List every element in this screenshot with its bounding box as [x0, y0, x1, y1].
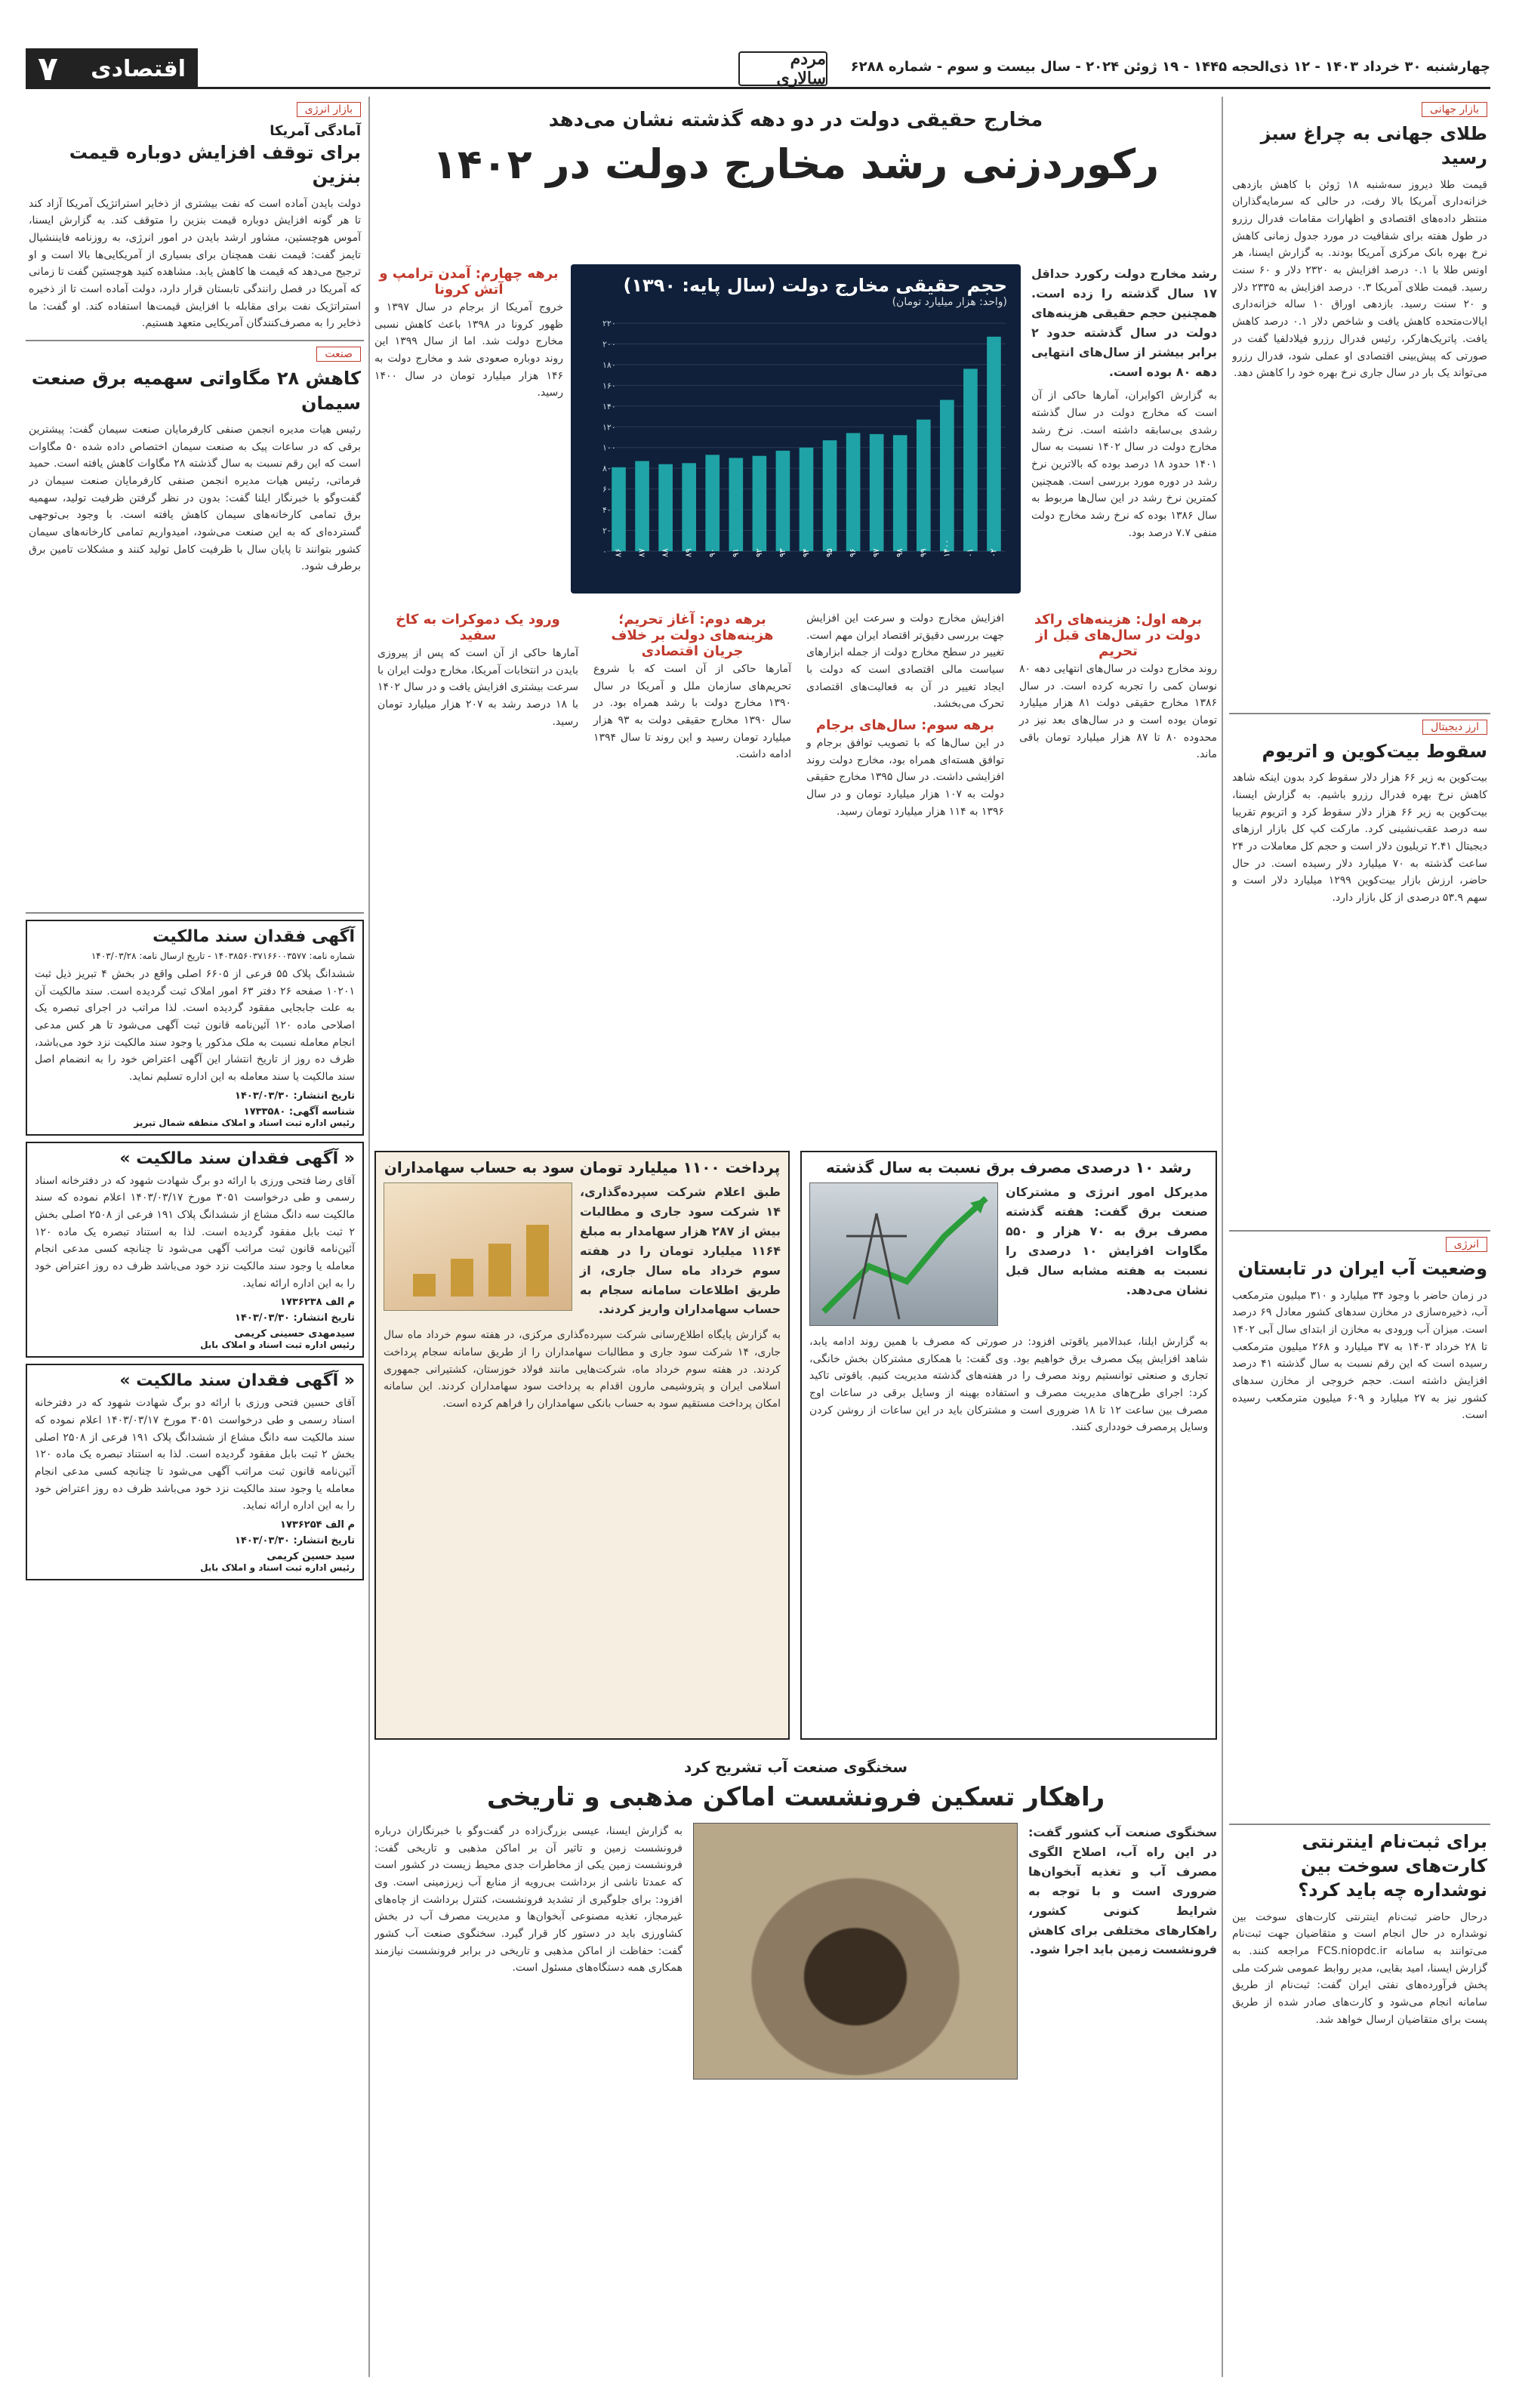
cement-article	[26, 341, 364, 914]
notice-id: م الف ۱۷۳۶۲۵۴	[280, 1519, 355, 1531]
section-tag: صنعت	[316, 347, 361, 362]
sinkhole-photo	[693, 1823, 1018, 2080]
article-body: دولت بایدن آماده است که نفت بیشتری از ذخایر استراتژیک آمریکا آزاد کند تا هر گونه افزایش دوباره قیمت بنزین را متوقف کند. به گزارش ایسنا، آموس هوچستین، مشاور ارشد بایدن در امور انرژی، به روزنامه فایننشیال تایمز گفت: قیمت نفت همچنان برای بسیاری از آمریکایی‌ها بالا است و او ترجیح می‌دهد که قیمت ها کاهش یابد. مشاهده کنید هوچستین گفت تا زمانی که آمریکا در فصل رانندگی تابستان قرار دارد، دولت آماده است تا از ذخیره استراتژیک نفت برای مقابله با افزایش قیمت‌ها استفاده کند. او گفت: ما ذخایر را به مصرف‌کنندگان آمریکایی متعهد هستیم.	[29, 197, 361, 330]
chart-title: حجم حقیقی مخارج دولت (سال پایه: ۱۳۹۰)	[623, 275, 1007, 296]
notice-title: « آگهی فقدان سند مالکیت »	[119, 1371, 355, 1391]
x-tick-label: ۸۸	[660, 548, 670, 557]
gasoline-article	[26, 97, 364, 341]
legal-notice-2	[26, 1142, 364, 1358]
chart-bar	[682, 463, 696, 551]
water-article	[1229, 1232, 1490, 1824]
article-headline: راهکار تسکین فرونشست اماکن مذهبی و تاریخی	[486, 1782, 1105, 1812]
chart-bar	[658, 464, 673, 551]
chart-bar	[612, 467, 626, 551]
middle-column	[374, 97, 1217, 2377]
y-tick-label: ۴۰	[602, 505, 612, 516]
chart-bar	[729, 458, 744, 551]
section-tag: ارز دیجیتال	[1422, 720, 1487, 735]
electricity-box	[800, 1151, 1217, 1740]
column-rule-right	[1222, 97, 1223, 2377]
article-body: رئیس هیات مدیره انجمن صنفی کارفرمایان صنعت سیمان گفت: پیشترین برقی که در ساعات پیک به صنعت سیمان اختصاص داده شده ۵۰ مگاوات است که این رقم نسبت به سال گذشته ۲۸ مگاوات کاهش یافته است. حمید فرماتی، رئیس هیات مدیره انجمن صنفی کارفرمایان صنعت سیمان در گفت‌وگو با خبرنگار ایلنا گفت: بدون در نظر گرفتن ظرفیت تولید، سهمیه برق تمامی کارخانه‌های سیمان کاهش یافته است. با وجود بی‌توجهی گسترده‌ای که به این صنعت می‌شود، امیدواریم تمامی کارخانه‌های سیمان کشور بتوانند تا پایان سال با ظرفیت کامل تولید کنند و مشکلات تامین برق برطرف شود.	[29, 423, 361, 573]
x-tick-label: ۹۶	[848, 548, 858, 557]
x-tick-label: ۰۱	[965, 548, 975, 557]
lead-body: در این سال‌ها که با تصویب توافق برجام و توافق هسته‌ای همراه بود، مخارج دولت روند افزایشی داشت. در سال ۱۳۹۵ مخارج حقیقی دولت به ۱۰۷ هزار میلیارد تومان و در سال ۱۳۹۶ به ۱۱۴ هزار میلیارد تومان رسید.	[806, 737, 1005, 818]
lead-col-2	[806, 610, 1004, 1139]
page-number-box	[26, 48, 198, 89]
subheading: برهه دوم: آغاز تحریم؛ هزینه‌های دولت بر خلاف جریان اقتصادی	[611, 612, 774, 659]
legal-notice-3	[26, 1364, 364, 1580]
y-tick-label: ۲۲۰	[602, 319, 616, 328]
notice-title: « آگهی فقدان سند مالکیت »	[119, 1149, 355, 1168]
y-tick-label: ۰	[602, 547, 607, 557]
chart-bar	[800, 448, 814, 551]
box-body: به گزارش ایلنا، عبدالامیر یاقوتی افزود: در صورتی که مصرف با همین روند ادامه یابد، شاهد افزایش پیک مصرف برق خواهیم بود. وی گفت: با همکاری مشترکان بخش خانگی، تجاری و صنعتی توانستیم روند مصرف را در هفته‌های گذشته مدیریت کنیم. یاقوتی تاکید کرد: اجرای طرح‌های مدیریت مصرف و استفاده بهینه از وسایل برقی در ساعات اوج مصرف بین ساعت ۱۲ تا ۱۸ ضروری است و مشترکان باید در این ساعات از روشن کردن وسایل پرمصرف خودداری کنند.	[809, 1336, 1209, 1434]
chart-bar	[823, 440, 837, 551]
chart-bar	[635, 461, 649, 551]
coin-stack-icon	[383, 1183, 572, 1312]
left-column	[26, 97, 364, 2377]
notice-office: رئیس اداره ثبت اسناد و املاک بابل	[200, 1340, 355, 1351]
article-body: بیت‌کوین به زیر ۶۶ هزار دلار سقوط کرد بدون اینکه شاهد کاهش نرخ بهره فدرال رزرو باشیم. به گزارش ایسنا، بیت‌کوین به زیر ۶۶ هزار دلار سقوط کرد و اتریوم تقریبا سه درصد عقب‌نشینی کرد. مارکت کپ کل بازار ارزهای دیجیتال ۲.۴۱ تریلیون دلار است و حجم کل معاملات در ۲۴ ساعت گذشته به ۷۰ میلیارد دلار رسیده است. در حال حاضر، ارزش بازار بیت‌کوین ۱۲۹۹ میلیارد دلار است و سهم ۵۳.۹ درصدی از کل بازار دارد.	[1232, 772, 1487, 904]
notice-office: رئیس اداره ثبت اسناد و املاک منطقه شمال تبریز	[134, 1117, 355, 1128]
chart-bar	[893, 435, 907, 551]
chart-bar	[846, 433, 861, 551]
lead-body: افزایش مخارج دولت و سرعت این افزایش جهت بررسی دقیق‌تر اقتصاد ایران مهم است. تغییر در سطح مخارج دولت از جمله ابزارهای سیاست مالی اقتصادی است که دولت با ایجاد تغییر در آن به فعالیت‌های اقتصادی تحرک می‌بخشد.	[806, 612, 1004, 711]
fuel-card-article	[1229, 1825, 1490, 2036]
x-tick-label: ۹۲	[753, 548, 764, 557]
x-tick-label: ۹۱	[730, 548, 741, 557]
x-tick-label: ۸۹	[683, 548, 694, 557]
y-tick-label: ۸۰	[602, 464, 612, 474]
box-body: به گزارش پایگاه اطلاع‌رسانی شرکت سپرده‌گذاری مرکزی، در هفته سوم خرداد ماه سال جاری، ۱۴ شرکت سود جاری و مطالبات سهامداران را از طریق سامانه سجام پرداخت کردند. در هفته سوم خرداد ماه، شرکت‌هایی مانند فولاد خوزستان، کشتیرانی جمهوری اسلامی ایران و پتروشیمی مارون اقدام به پرداخت سود سهامداران کردند. این سامانه امکان پرداخت مستقیم سود به حساب بانکی سهامداران را فراهم کرده است.	[384, 1329, 781, 1411]
article-headline: وضعیت آب ایران در تابستان	[1237, 1258, 1487, 1280]
subheading: ورود یک دموکرات به کاخ سفید	[396, 612, 560, 643]
y-tick-label: ۲۰	[602, 526, 612, 536]
government-spending-chart	[571, 264, 1021, 594]
box-intro: طبق اعلام شرکت سپرده‌گذاری، ۱۴ شرکت سود جاری و مطالبات بیش از ۲۸۷ هزار سهامدار به مبلغ ۱۱۶۴ میلیارد تومان را در هفته سوم خرداد ماه سال جاری، از طریق اطلاعات سامانه سجام به حساب سهامداران واریز کردند.	[580, 1185, 781, 1317]
lead-body: به گزارش اکوایران، آمارها حاکی از آن است که مخارج دولت در سال گذشته رشدی بی‌سابقه داشته است. نرخ رشد مخارج دولت در سال ۱۴۰۲ نسبت به سال ۱۴۰۱ حدود ۱۸ درصد بوده که بالاترین نرخ رشد در دوره مورد بررسی است. همچنین کمترین نرخ رشد در این سال‌ها مربوط به سال ۱۳۸۶ بوده که نرخ رشد مخارج دولت منفی ۷.۷ درصد بود.	[1031, 390, 1217, 539]
lead-col-4	[377, 610, 578, 1139]
article-kicker: سخنگوی صنعت آب تشریح کرد	[683, 1758, 908, 1776]
x-tick-label: ۹۷	[871, 548, 882, 557]
chart-bar	[705, 455, 719, 551]
article-intro: سخنگوی صنعت آب کشور گفت: در این راه آب، اصلاح الگوی مصرف آب و تغذیه آبخوان‌ها ضروری است و با توجه به شرایط کنونی کشور، راهکارهای مختلفی برای کاهش فرونشست زمین باید اجرا شود.	[1028, 1825, 1217, 1957]
column-rule-left	[368, 97, 370, 2377]
subheading: برهه اول: هزینه‌های راکد دولت در سال‌های قبل از تحریم	[1034, 612, 1203, 659]
news-boxes	[374, 1151, 1217, 1740]
section-name: اقتصادی	[91, 55, 186, 82]
y-tick-label: ۱۸۰	[602, 359, 616, 370]
lead-body: آمارها حاکی از آن است که با شروع تحریم‌های سازمان ملل و آمریکا در سال ۱۳۹۰ مخارج دولت با رشد همراه بود. در سال ۱۳۹۰ مخارج حقیقی دولت به ۹۳ هزار میلیارد تومان رسید و این روند تا سال ۱۳۹۴ ادامه داشت.	[593, 663, 791, 761]
lead-kicker: مخارج حقیقی دولت در دو دهه گذشته نشان می‌دهد	[548, 109, 1043, 131]
chart-unit: (واحد: هزار میلیارد تومان)	[892, 296, 1007, 308]
chart-bar	[776, 451, 790, 551]
subheading: برهه چهارم: آمدن ترامپ و آتش کرونا	[379, 266, 559, 298]
x-tick-label: ۸۷	[636, 548, 647, 557]
bitcoin-article	[1229, 714, 1490, 1232]
x-tick-label: ۹۴	[801, 548, 811, 557]
notice-body: ششدانگ پلاک ۵۵ فرعی از ۶۶۰۵ اصلی واقع در بخش ۴ تبریز ذیل ثبت ۱۰۲۰۱ صفحه ۲۶ دفتر ۶۳ امور املاک ثبت گردیده است. سند مالکیت آن به علت جابجایی مفقود گردیده است. لذا مراتب در اجرای تبصره یک اصلاحی ماده ۱۲۰ آئین‌نامه قانون ثبت آگهی می‌شود تا هر کس مدعی انجام معامله نسبت به ملک مذکور یا وجود سند مالکیت نزد خود می‌باشد، ظرف ده روز از تاریخ انتشار این آگهی اعتراض خود را به انضمام اصل سند مالکیت یا سند معامله به این اداره تسلیم نماید.	[35, 967, 355, 1083]
x-tick-label: ۹۸	[895, 548, 905, 557]
y-tick-label: ۱۲۰	[602, 422, 616, 433]
bar-chart-svg	[580, 317, 1012, 581]
article-headline: طلای جهانی به چراغ سبز رسید	[1260, 123, 1487, 169]
notice-office: رئیس اداره ثبت اسناد و املاک بابل	[200, 1562, 355, 1574]
section-tag: بازار جهانی	[1422, 102, 1487, 117]
article-kicker: آمادگی آمریکا	[270, 123, 361, 139]
notice-body: آقای حسین فتحی ورزی با ارائه دو برگ شهادت شهود که در دفترخانه اسناد رسمی و طی درخواست ۳۰۵۱ مورخ ۱۴۰۳/۰۳/۱۷ اعلام نموده که سند مالکیت سه دانگ مشاع از ششدانگ پلاک ۱۹۱ فرعی از ۲۵۰۸ اصلی بخش ۲ ثبت بابل مفقود گردیده است. لذا به استناد تبصره یک ماده ۱۲۰ آئین‌نامه قانون ثبت مراتب آگهی می‌شود تا چنانچه کسی مدعی انجام معامله یا وجود سند مالکیت نزد خود می‌باشد ظرف ده روز اعتراض خود را به این اداره ارائه نماید.	[35, 1397, 356, 1512]
x-tick-label: ۸۶	[613, 548, 624, 557]
x-tick-label: ۱۴۰۰	[941, 539, 952, 557]
article-headline: سقوط بیت‌کوین و اتریوم	[1262, 740, 1487, 762]
lead-col-3	[593, 610, 791, 1139]
lead-body: خروج آمریکا از برجام در سال ۱۳۹۷ و ظهور کرونا در ۱۳۹۸ باعث کاهش نسبی مخارج دولت شد. اما از سال ۱۳۹۹ این روند دوباره صعودی شد و مخارج دولت به ۱۴۶ هزار میلیارد تومان در سال ۱۴۰۰ رسید.	[374, 301, 563, 399]
y-tick-label: ۱۴۰	[602, 401, 616, 412]
chart-bar	[940, 400, 954, 551]
lead-body: آمارها حاکی از آن است که پس از پیروزی بایدن در انتخابات آمریکا، مخارج دولت ایران با سرعت بیشتری افزایش یافت و در سال ۱۴۰۲ با ۱۸ درصد رشد به ۲۰۷ هزار میلیارد تومان رسید.	[377, 647, 578, 728]
right-column	[1229, 97, 1490, 2377]
notice-id: م الف ۱۷۳۶۲۳۸	[280, 1296, 355, 1309]
y-tick-label: ۱۰۰	[602, 442, 616, 453]
article-body: درحال حاضر ثبت‌نام اینترنتی کارت‌های سوخت بین نوشداره در حال انجام است و متقاضیان جهت ثبت‌نام می‌توانند به سامانه FCS.niopdc.ir مراجعه کنند. به گزارش ایسنا، امید بقایی، مدیر روابط عمومی شرکت ملی پخش فرآورده‌های نفتی ایران گفت: ثبت‌نام از طریق سامانه انجام می‌شود و کارت‌های صادر شده از طریق پست برای متقاضیان ارسال خواهد شد.	[1232, 1910, 1487, 2026]
power-tower-icon	[809, 1183, 997, 1327]
x-tick-label: ۹۳	[777, 548, 787, 557]
lead-headline: رکوردزنی رشد مخارج دولت در ۱۴۰۲	[432, 140, 1160, 188]
gold-article	[1229, 97, 1490, 714]
power-lines-photo	[809, 1182, 998, 1326]
box-headline: رشد ۱۰ درصدی مصرف برق نسبت به سال گذشته	[826, 1158, 1191, 1176]
x-tick-label: ۰۲	[988, 548, 999, 557]
y-tick-label: ۶۰	[602, 484, 612, 495]
notice-date: تاریخ انتشار: ۱۴۰۳/۰۳/۳۰	[235, 1090, 355, 1102]
box-intro: مدیرکل امور انرژی و مشترکان صنعت برق گفت: هفته گذشته مصرف برق به ۷۰ هزار و ۵۵۰ مگاوات افزایش ۱۰ درصدی را نسبت به هفته مشابه سال قبل نشان می‌دهد.	[1006, 1185, 1209, 1297]
section-tag: بازار انرژی	[297, 102, 361, 117]
article-headline: برای توقف افزایش دوباره قیمت بنزین	[69, 142, 361, 188]
box-headline: پرداخت ۱۱۰۰ میلیارد تومان سود به حساب سهامداران	[384, 1158, 781, 1176]
chart-bar	[753, 456, 767, 551]
notice-date: تاریخ انتشار: ۱۴۰۳/۰۳/۳۰	[235, 1312, 355, 1324]
lead-intro-column	[1031, 264, 1217, 597]
newspaper-logo: مردم سالاری	[738, 51, 827, 86]
lead-col-1	[1019, 610, 1217, 1139]
x-tick-label: ۹۹	[918, 548, 929, 557]
dateline: چهارشنبه ۳۰ خرداد ۱۴۰۳ - ۱۲ ذی‌الحجه ۱۴۴۵ - ۱۹ ژوئن ۲۰۲۴ - سال بیست و سوم - شماره ۶۲۸۸	[850, 59, 1490, 75]
lead-side-column	[374, 264, 563, 597]
notice-body: آقای رضا فتحی ورزی با ارائه دو برگ شهادت شهود که در دفترخانه اسناد رسمی و طی درخواست ۳۰۵۱ مورخ ۱۴۰۳/۰۳/۱۷ اعلام نموده که سند مالکیت سه دانگ مشاع از ششدانگ پلاک ۱۹۱ فرعی از ۲۵۰۸ اصلی بخش ۲ ثبت بابل مفقود گردیده است. لذا به استناد تبصره یک ماده ۱۲۰ آئین‌نامه قانون ثبت مراتب آگهی می‌شود تا چنانچه کسی مدعی انجام معامله یا وجود سند مالکیت نزد خود می‌باشد ظرف ده روز اعتراض خود را به این اداره ارائه نماید.	[35, 1174, 355, 1290]
chart-bar	[987, 337, 1001, 551]
dividend-box	[374, 1151, 790, 1740]
chart-bar	[963, 368, 978, 551]
notice-signer: سیدمهدی حسینی کریمی	[234, 1328, 355, 1340]
x-tick-label: ۹۵	[824, 548, 835, 557]
x-tick-label: ۹۰	[707, 548, 717, 557]
article-body: به گزارش ایسنا، عیسی بزرگ‌زاده در گفت‌وگو با خبرنگاران درباره فرونشست زمین و تاثیر آن بر اماکن مذهبی و تاریخی گفت: فرونشست زمین یکی از مخاطرات جدی محیط زیست در کشور است که عمدتا ناشی از برداشت بی‌رویه از منابع آب زیرزمینی است. وی افزود: برای جلوگیری از تشدید فرونشست، کنترل برداشت از چاه‌های غیرمجاز، تغذیه مصنوعی آبخوان‌ها و مدیریت مصرف آب در بخش کشاورزی باید در دستور کار قرار گیرد. سخنگوی صنعت آب کشور گفت: حفاظت از اماکن مذهبی و تاریخی در برابر فرونشست نیازمند همکاری همه دستگاه‌های مسئول است.	[374, 1825, 683, 1975]
article-body: در زمان حاضر با وجود ۳۴ میلیارد و ۳۱۰ میلیون مترمکعب آب، ذخیره‌سازی در مخازن سدهای کشور معادل ۶۹ درصد است. میزان آب ورودی به مخازن از ابتدای سال آبی ۱۴۰۲ تا ۲۸ خرداد ۱۴۰۳ به ۳۷ میلیارد و ۲۶۸ میلیون مترمکعب رسیده است که این رقم نسبت به سال گذشته ۴۱ درصد افزایش داشته است. حجم خروجی از مخازن سدهای کشور نیز به ۲۷ میلیارد و ۶۰۹ میلیون مترمکعب رسیده است.	[1232, 1289, 1487, 1422]
notice-signer: سید حسین کریمی	[267, 1551, 355, 1563]
notice-id: شناسه آگهی: ۱۷۳۳۵۸۰	[243, 1105, 355, 1118]
legal-notice-1	[26, 920, 364, 1136]
notice-date: تاریخ انتشار: ۱۴۰۳/۰۳/۳۰	[235, 1535, 355, 1547]
subsidence-article	[374, 1758, 1217, 2377]
y-tick-label: ۱۶۰	[602, 381, 616, 391]
article-body: قیمت طلا دیروز سه‌شنبه ۱۸ ژوئن با کاهش بازدهی خزانه‌داری آمریکا بالا رفت، در حالی که سرمایه‌گذاران منتظر داده‌های اقتصادی و اظهارات مقامات فدرال رزرو در طول هفته برای شفافیت در مورد جدول زمانی کاهش نرخ بهره بانک مرکزی آمریکا بودند. به گزارش ایسنا، هر اونس طلا با ۰.۱ درصد افزایش به ۲۳۲۰ دلار و ۶۰ سنت رسید. قیمت طلای آمریکا ۰.۳ درصد افزایش به ۲۳۳۵ دلار و ۲۰ سنت رسید. بازدهی اوراق ۱۰ ساله خزانه‌داری ایالات‌متحده کاهش یافت و شاخص دلار ۰.۱ درصد کاهش یافت. پاتریک‌هارکر، رئیس فدرال رزرو فیلادلفیا گفت در صورتی که پیش‌بینی اقتصادی او عملی شود، فدرال رزرو می‌تواند یک بار در سال جاری نرخ بهره خود را کاهش دهد.	[1232, 178, 1487, 380]
lead-intro: رشد مخارج دولت رکورد حداقل ۱۷ سال گذشته را زده است. همچنین حجم حقیقی هزینه‌های دولت در سال گذشته حدود ۲ برابر بیشتر از سال‌های انتهایی دهه ۸۰ بوده است.	[1031, 267, 1217, 379]
lead-body: روند مخارج دولت در سال‌های انتهایی دهه ۸۰ نوسان کمی را تجربه کرده است. در سال ۱۳۸۶ مخارج حقیقی دولت ۸۱ هزار میلیارد تومان بوده است و در سال‌های بعد نیز در محدوده ۸۰ تا ۸۷ هزار میلیارد تومان باقی ماند.	[1019, 663, 1217, 761]
y-tick-label: ۲۰۰	[602, 339, 616, 350]
chart-bar	[917, 420, 931, 551]
lead-body-columns	[374, 610, 1217, 1124]
notice-meta: شماره نامه: ۱۴۰۳۸۵۶۰۳۷۱۶۶۰۰۳۵۷۷ - تاریخ ارسال نامه: ۱۴۰۳/۰۳/۲۸	[91, 950, 355, 961]
article-headline: کاهش ۲۸ مگاواتی سهمیه برق صنعت سیمان	[31, 368, 361, 414]
notice-title: آگهی فقدان سند مالکیت	[153, 927, 355, 946]
page-number: ۷	[38, 49, 58, 88]
article-headline: برای ثبت‌نام اینترنتی کارت‌های سوخت بین نوشداره چه باید کرد؟	[1298, 1830, 1487, 1901]
section-tag: انرژی	[1446, 1237, 1487, 1252]
subheading: برهه سوم: سال‌های برجام	[815, 717, 995, 734]
chart-bar	[870, 434, 884, 551]
coins-photo	[384, 1182, 572, 1311]
page-header	[26, 48, 1490, 89]
